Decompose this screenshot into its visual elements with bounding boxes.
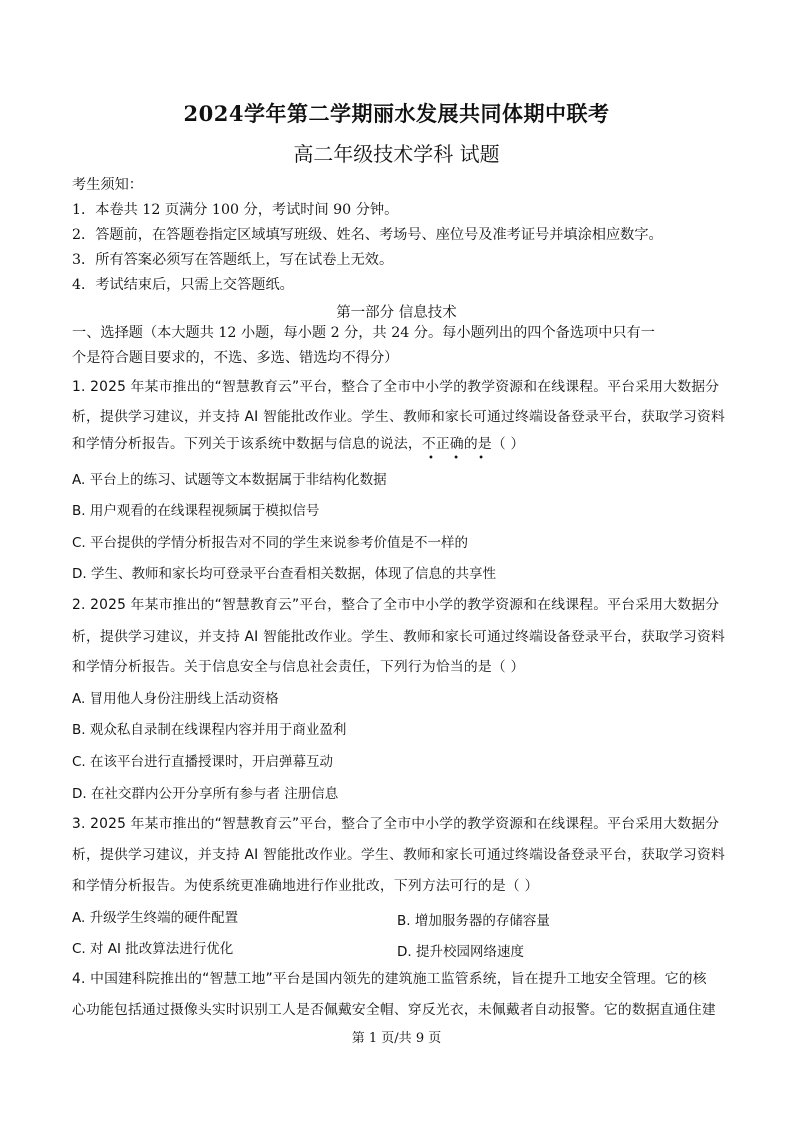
q3-option-c-text: C. 对 AI 批改算法进行优化	[72, 941, 234, 957]
page-footer: 第 1 页/共 9 页	[351, 1031, 442, 1046]
notice-heading: 考生须知：	[72, 177, 143, 193]
q1-option-b: B. 用户观看的在线课程视频属于模拟信号	[72, 503, 320, 519]
exam-title: 2024学年第二学期丽水发展共同体期中联考	[183, 101, 610, 126]
q2-option-b: B. 观众私自录制在线课程内容并用于商业盈利	[72, 722, 347, 738]
section-instructions-line-2: 个是符合题目要求的，不选、多选、错选均不得分）	[72, 350, 399, 366]
part-title: 第一部分 信息技术	[336, 305, 457, 321]
q3-stem-line-1: 3. 2025 年某市推出的“智慧教育云”平台，整合了全市中小学的教学资源和在线课程。平台采用大数据分	[72, 816, 720, 832]
exam-subtitle: 高二年级技术学科 试题	[293, 142, 500, 166]
q2-option-c: C. 在该平台进行直播授课时，开启弹幕互动	[72, 754, 334, 770]
q3-option-b: B. 增加服务器的存储容量	[397, 913, 550, 929]
emphasis-marks: • • •	[428, 453, 493, 464]
q2-stem-line-1: 2. 2025 年某市推出的“智慧教育云”平台，整合了全市中小学的教学资源和在线课程。平台采用大数据分	[72, 597, 720, 613]
q1-stem-line-2: 析，提供学习建议，并支持 AI 智能批改作业。学生、教师和家长可通过终端设备登录平台，获取学习资料	[72, 409, 725, 425]
notice-item-3: 3．所有答案必须写在答题纸上，写在试卷上无效。	[72, 252, 394, 268]
q3-option-d: D. 提升校园网络速度	[397, 944, 524, 960]
notice-item-4: 4．考试结束后，只需上交答题纸。	[72, 277, 294, 293]
q1-stem-line-1: 1. 2025 年某市推出的“智慧教育云”平台，整合了全市中小学的教学资源和在线课程。平台采用大数据分	[72, 379, 720, 395]
q2-option-d: D. 在社交群内公开分享所有参与者 注册信息	[72, 786, 339, 802]
notice-item-1: 1．本卷共 12 页满分 100 分，考试时间 90 分钟。	[72, 202, 399, 218]
q2-option-a: A. 冒用他人身份注册线上活动资格	[72, 691, 279, 707]
q4-stem-line-2: 心功能包括通过摄像头实时识别工人是否佩戴安全帽、穿反光衣，未佩戴者自动报警。它的数据直通住建	[72, 1002, 716, 1018]
q2-stem-line-3: 和学情分析报告。关于信息安全与信息社会责任，下列行为恰当的是（ ）	[72, 659, 525, 675]
q1-option-c: C. 平台提供的学情分析报告对不同的学生来说参考价值是不一样的	[72, 535, 469, 551]
q1-option-d: D. 学生、教师和家长均可登录平台查看相关数据，体现了信息的共享性	[72, 566, 496, 582]
q1-stem-line-3: 和学情分析报告。下列关于该系统中数据与信息的说法，不正确的是（ ）	[72, 436, 525, 452]
q1-option-a: A. 平台上的练习、试题等文本数据属于非结构化数据	[72, 472, 387, 488]
q4-stem-line-1: 4. 中国建科院推出的“智慧工地”平台是国内领先的建筑施工监管系统，旨在提升工地安全管理。它的核	[72, 971, 707, 987]
q3-stem-line-3: 和学情分析报告。为使系统更准确地进行作业批改，下列方法可行的是（ ）	[72, 878, 539, 894]
notice-item-2: 2．答题前，在答题卷指定区域填写班级、姓名、考场号、座位号及准考证号并填涂相应数字。	[72, 227, 663, 243]
section-instructions-line-1: 一、选择题（本大题共 12 小题，每小题 2 分，共 24 分。每小题列出的四个备选项中只有一	[72, 325, 655, 341]
q2-stem-line-2: 析，提供学习建议，并支持 AI 智能批改作业。学生、教师和家长可通过终端设备登录平台，获取学习资料	[72, 629, 725, 645]
q3-option-a-text: A. 升级学生终端的硬件配置	[72, 910, 239, 926]
q3-stem-line-2: 析，提供学习建议，并支持 AI 智能批改作业。学生、教师和家长可通过终端设备登录平台，获取学习资料	[72, 847, 725, 863]
